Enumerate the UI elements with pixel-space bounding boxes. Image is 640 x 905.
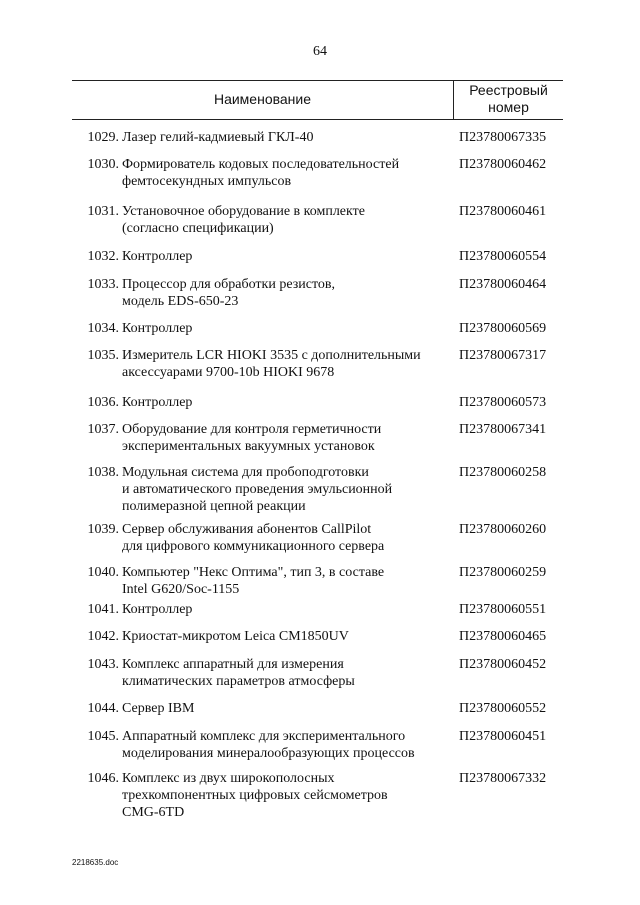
row-name-line: CMG-6TD — [122, 805, 185, 820]
row-name-line: аксессуарами 9700-10b HIOKI 9678 — [122, 365, 335, 380]
column-header-registry-line2: номер — [488, 99, 529, 115]
row-registry-number: П23780060465 — [459, 629, 547, 644]
row-number: 1044. — [87, 701, 119, 716]
row-number: 1029. — [87, 130, 119, 145]
row-registry-number: П23780060464 — [459, 277, 547, 292]
row-name — [122, 347, 452, 381]
row-name — [122, 601, 452, 618]
row-registry-number: П23780060451 — [459, 729, 547, 744]
row-name-line: Аппаратный комплекс для экспериментального — [122, 729, 406, 744]
row-name-line: Комплекс аппаратный для измерения — [122, 657, 344, 672]
row-name-line: Формирователь кодовых последовательностей — [122, 157, 400, 172]
column-header-registry-line1: Реестровый — [469, 82, 548, 98]
row-number: 1038. — [87, 465, 119, 480]
row-registry-number: П23780060462 — [459, 157, 547, 172]
row-name — [122, 203, 452, 237]
row-name-line: Контроллер — [122, 395, 193, 410]
row-name — [122, 564, 452, 598]
row-number: 1037. — [87, 422, 119, 437]
column-header-registry-number — [454, 82, 563, 116]
page-number: 64 — [313, 44, 327, 59]
row-number: 1032. — [87, 249, 119, 264]
row-registry-number: П23780060258 — [459, 465, 547, 480]
row-name — [122, 129, 452, 146]
row-name-line: Криостат-микротом Leica CM1850UV — [122, 629, 349, 644]
row-registry-number: П23780067341 — [459, 422, 547, 437]
row-number: 1042. — [87, 629, 119, 644]
row-name-line: Контроллер — [122, 602, 193, 617]
row-number: 1043. — [87, 657, 119, 672]
row-name — [122, 521, 452, 555]
row-name-line: Intel G620/Soc-1155 — [122, 582, 240, 597]
row-registry-number: П23780067332 — [459, 771, 547, 786]
row-number: 1030. — [87, 157, 119, 172]
row-name — [122, 700, 452, 717]
row-name-line: Контроллер — [122, 321, 193, 336]
row-registry-number: П23780060554 — [459, 249, 547, 264]
row-name — [122, 248, 452, 265]
row-registry-number: П23780060259 — [459, 565, 547, 580]
row-name — [122, 728, 452, 762]
row-name — [122, 421, 452, 455]
row-name — [122, 770, 452, 821]
row-number: 1040. — [87, 565, 119, 580]
row-name-line: Лазер гелий-кадмиевый ГКЛ-40 — [122, 130, 314, 145]
row-name-line: Процессор для обработки резистов, — [122, 277, 335, 292]
row-name — [122, 628, 452, 645]
row-name-line: Модульная система для пробоподготовки — [122, 465, 369, 480]
row-name-line: моделирования минералообразующих процессов — [122, 746, 415, 761]
row-number: 1041. — [87, 602, 119, 617]
row-name-line: (согласно спецификации) — [122, 221, 274, 236]
row-name-line: Компьютер "Некс Оптима", тип 3, в составе — [122, 565, 385, 580]
row-name-line: Комплекс из двух широкополосных — [122, 771, 335, 786]
row-number: 1045. — [87, 729, 119, 744]
row-registry-number: П23780060573 — [459, 395, 547, 410]
row-name — [122, 394, 452, 411]
row-number: 1046. — [87, 771, 119, 786]
row-number: 1031. — [87, 204, 119, 219]
row-registry-number: П23780060569 — [459, 321, 547, 336]
row-name — [122, 656, 452, 690]
row-name-line: Установочное оборудование в комплекте — [122, 204, 365, 219]
row-name-line: для цифрового коммуникационного сервера — [122, 539, 385, 554]
row-name-line: модель EDS-650-23 — [122, 294, 239, 309]
row-name-line: Контроллер — [122, 249, 193, 264]
row-name — [122, 156, 452, 190]
row-name — [122, 276, 452, 310]
row-name — [122, 320, 452, 337]
row-number: 1039. — [87, 522, 119, 537]
row-number: 1034. — [87, 321, 119, 336]
row-number: 1033. — [87, 277, 119, 292]
row-registry-number: П23780067335 — [459, 130, 547, 145]
row-registry-number: П23780060552 — [459, 701, 547, 716]
row-name — [122, 464, 452, 515]
table-header-bottom-rule — [72, 119, 563, 120]
row-name-line: Измеритель LCR HIOKI 3535 с дополнительными — [122, 348, 421, 363]
row-registry-number: П23780060260 — [459, 522, 547, 537]
row-registry-number: П23780060452 — [459, 657, 547, 672]
row-name-line: полимеразной цепной реакции — [122, 499, 306, 514]
row-number: 1035. — [87, 348, 119, 363]
row-number: 1036. — [87, 395, 119, 410]
footer-filename: 2218635.doc — [72, 858, 119, 867]
row-name-line: Оборудование для контроля герметичности — [122, 422, 382, 437]
row-registry-number: П23780067317 — [459, 348, 547, 363]
column-header-name: Наименование — [213, 91, 312, 107]
row-name-line: экспериментальных вакуумных установок — [122, 439, 375, 454]
row-name-line: и автоматического проведения эмульсионной — [122, 482, 393, 497]
row-registry-number: П23780060551 — [459, 602, 547, 617]
row-name-line: климатических параметров атмосферы — [122, 674, 355, 689]
row-name-line: Сервер обслуживания абонентов CallPilot — [122, 522, 372, 537]
row-name-line: трехкомпонентных цифровых сейсмометров — [122, 788, 388, 803]
table-header-top-rule — [72, 80, 563, 81]
row-name-line: фемтосекундных импульсов — [122, 174, 292, 189]
row-registry-number: П23780060461 — [459, 204, 547, 219]
row-name-line: Сервер IBM — [122, 701, 195, 716]
